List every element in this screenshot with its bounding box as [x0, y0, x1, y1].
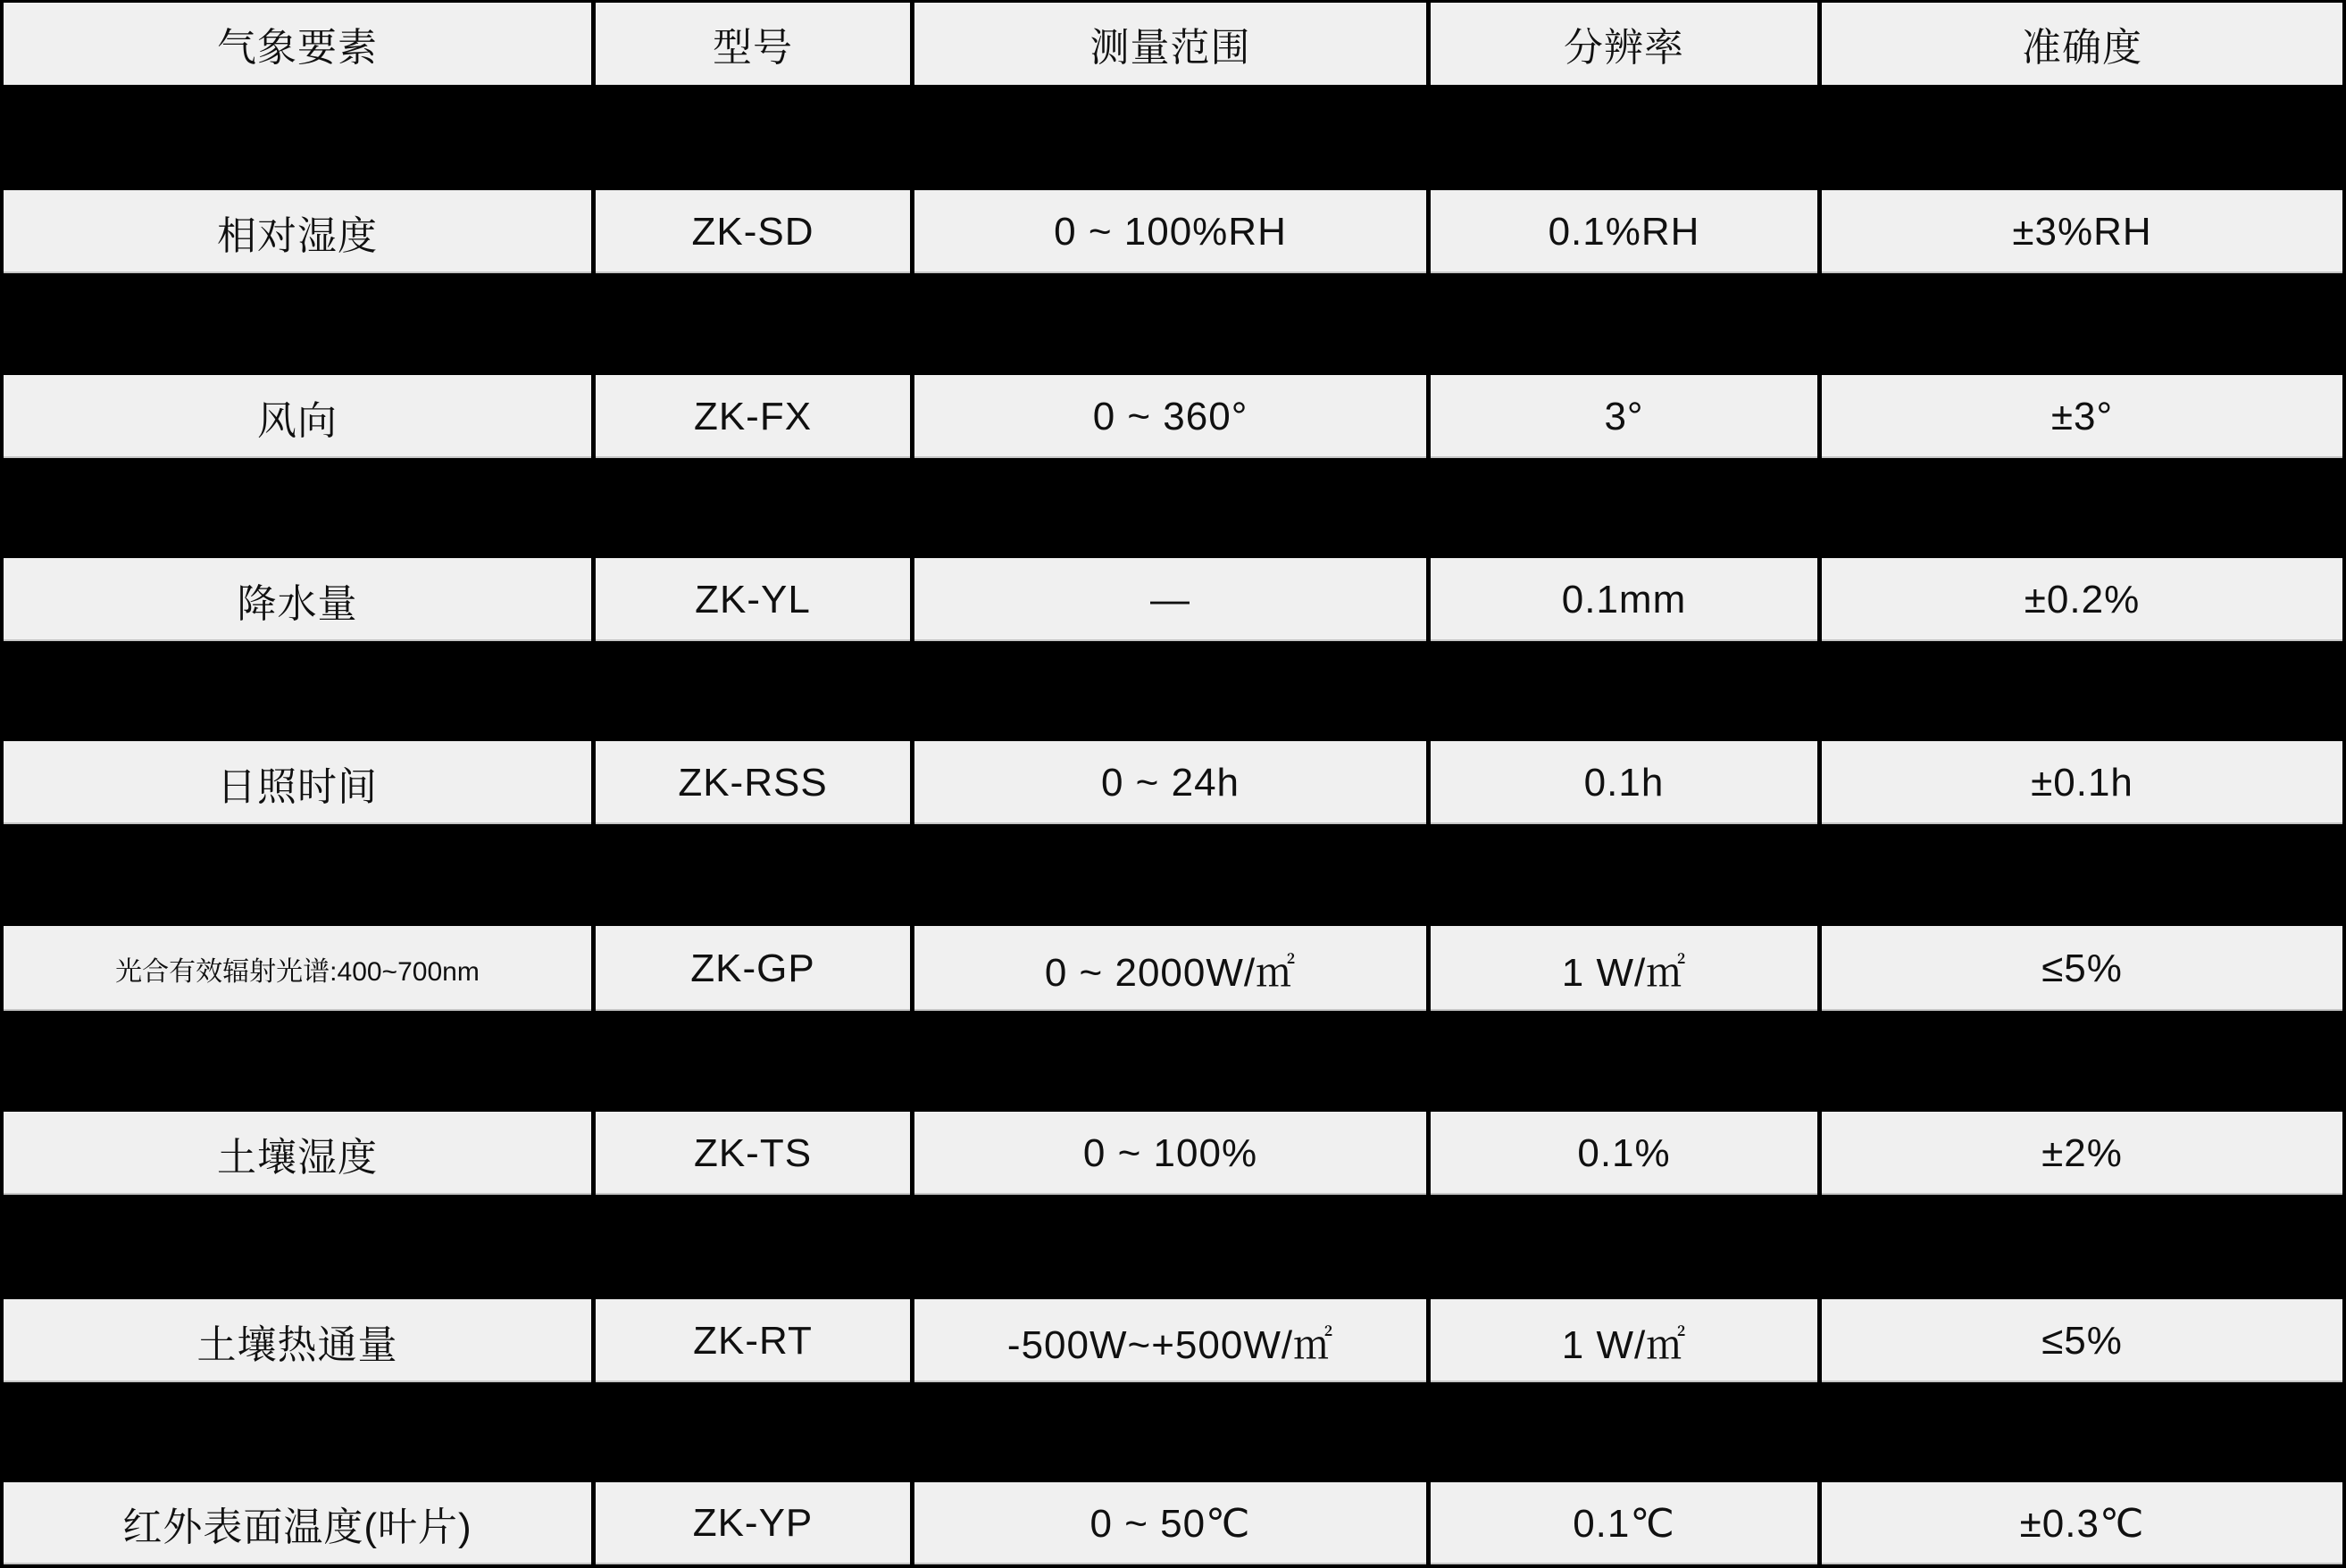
cell-resolution: 1 W/㎡ [1431, 926, 1817, 1011]
cell-model: ZK-FX [596, 375, 910, 458]
cell-element: 红外表面温度(叶片) [4, 1482, 591, 1564]
table-row [4, 1112, 2342, 1195]
cell-accuracy: ±0.1h [1822, 741, 2342, 824]
cell-model: ZK-RSS [596, 741, 910, 824]
cell-range: 0 ~ 100%RH [914, 190, 1426, 273]
header-cell-element: 气象要素 [4, 3, 591, 85]
table-row [4, 558, 2342, 641]
header-cell-accuracy: 准确度 [1822, 3, 2342, 85]
cell-accuracy: ±0.2% [1822, 558, 2342, 641]
cell-range: 0 ~ 100% [914, 1112, 1426, 1195]
table-row [4, 926, 2342, 1011]
cell-resolution: 0.1%RH [1431, 190, 1817, 273]
cell-element: 降水量 [4, 558, 591, 641]
cell-element: 土壤湿度 [4, 1112, 591, 1195]
cell-accuracy: ±3%RH [1822, 190, 2342, 273]
cell-range: 0 ~ 2000W/㎡ [914, 926, 1426, 1011]
cell-range: — [914, 558, 1426, 641]
cell-element: 日照时间 [4, 741, 591, 824]
cell-element: 相对湿度 [4, 190, 591, 273]
cell-range: 0 ~ 24h [914, 741, 1426, 824]
table-row [4, 1482, 2342, 1564]
cell-element: 土壤热通量 [4, 1299, 591, 1382]
cell-range: -500W~+500W/㎡ [914, 1299, 1426, 1382]
cell-resolution: 0.1℃ [1431, 1482, 1817, 1564]
cell-accuracy: ≤5% [1822, 1299, 2342, 1382]
header-cell-range: 测量范围 [914, 3, 1426, 85]
header-cell-resolution: 分辨率 [1431, 3, 1817, 85]
cell-model: ZK-GP [596, 926, 910, 1011]
cell-resolution: 0.1h [1431, 741, 1817, 824]
table-row [4, 190, 2342, 273]
cell-element: 光合有效辐射光谱:400~700nm [4, 926, 591, 1011]
table-row [4, 1299, 2342, 1382]
table-header-row [4, 3, 2342, 85]
cell-model: ZK-YL [596, 558, 910, 641]
cell-range: 0 ~ 50℃ [914, 1482, 1426, 1564]
table-row [4, 375, 2342, 458]
cell-accuracy: ±3° [1822, 375, 2342, 458]
cell-element: 风向 [4, 375, 591, 458]
cell-accuracy: ±0.3℃ [1822, 1482, 2342, 1564]
cell-model: ZK-SD [596, 190, 910, 273]
cell-resolution: 0.1% [1431, 1112, 1817, 1195]
cell-model: ZK-YP [596, 1482, 910, 1564]
cell-model: ZK-RT [596, 1299, 910, 1382]
header-cell-model: 型号 [596, 3, 910, 85]
cell-resolution: 1 W/㎡ [1431, 1299, 1817, 1382]
cell-accuracy: ≤5% [1822, 926, 2342, 1011]
cell-resolution: 3° [1431, 375, 1817, 458]
table-row [4, 741, 2342, 824]
cell-range: 0 ~ 360° [914, 375, 1426, 458]
cell-resolution: 0.1mm [1431, 558, 1817, 641]
cell-accuracy: ±2% [1822, 1112, 2342, 1195]
cell-model: ZK-TS [596, 1112, 910, 1195]
